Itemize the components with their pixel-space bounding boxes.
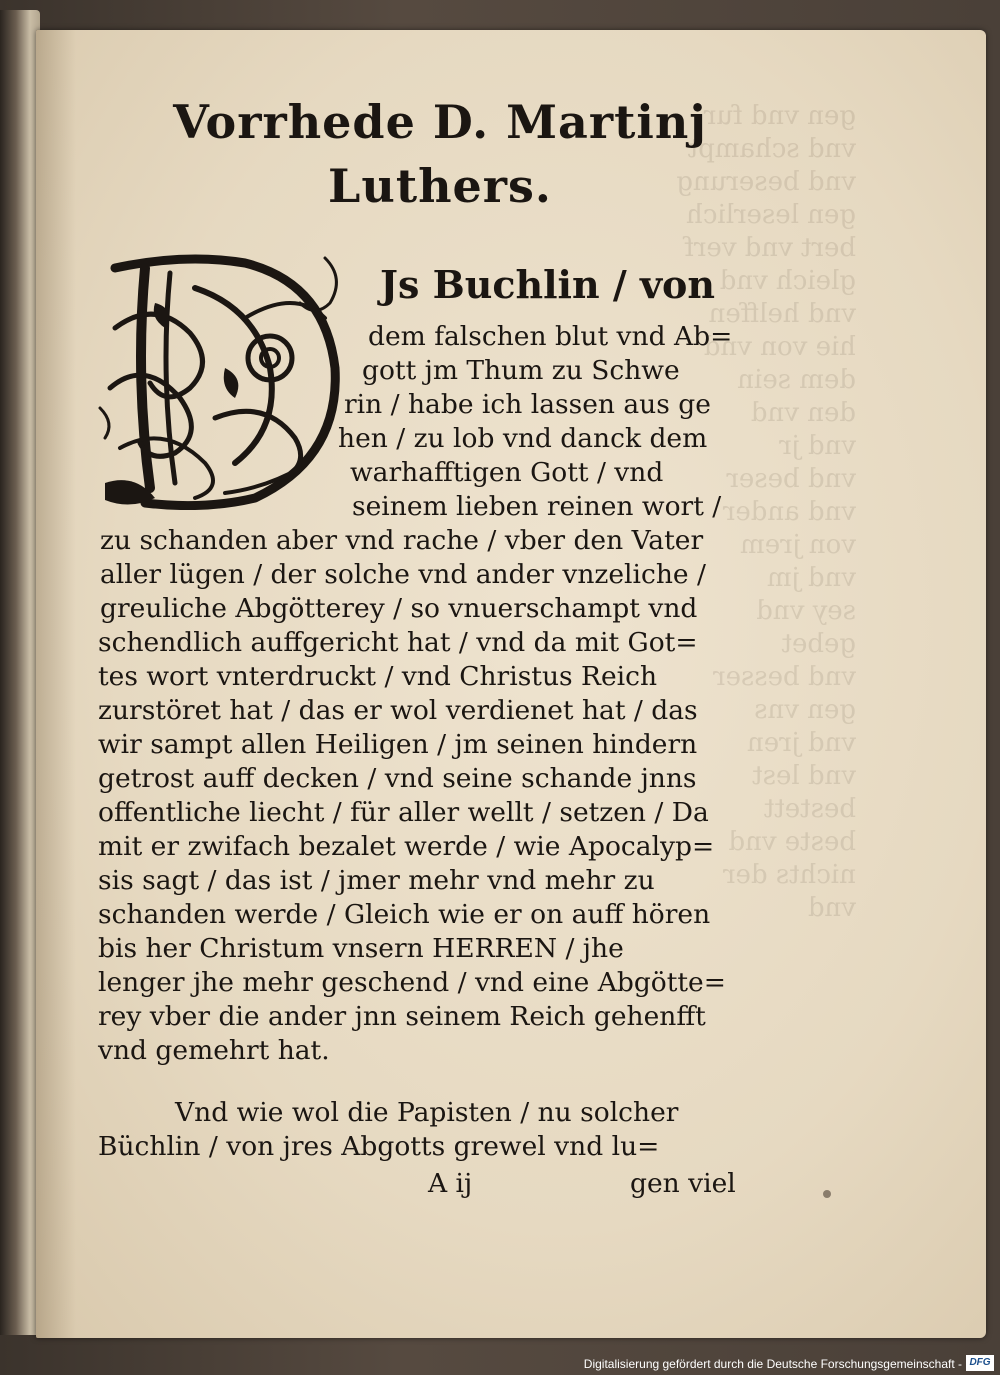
credit-bar	[0, 1352, 1000, 1375]
paper-spot	[823, 1190, 831, 1198]
previous-page-edge	[0, 10, 40, 1335]
text-line: dem falschen blut vnd Ab=	[368, 321, 733, 352]
text-line: mit er zwifach bezalet werde / wie Apocalyp=	[98, 831, 715, 862]
credit-text: Digitalisierung gefördert durch die Deutsche Forschungsgemeinschaft -	[583, 1357, 962, 1371]
decorated-initial-letter	[95, 248, 357, 510]
heading-line-1: Vorrhede D. Martinj	[173, 95, 707, 149]
catchword: gen viel	[630, 1168, 736, 1199]
show-through-text: gen vnd fur vnd schampt vnd beserung gen leserlich bert vnd verf gleich vnd vnd helffen hie von vnd dem sein den vnd vnd jr vnd beser vnd ander von jrem vnd jm sey vnd gebet vnd besser gen vns vnd jren vnd lest bestett beste vnd nichts der vnd	[676, 101, 856, 923]
text-line: Büchlin / von jres Abgotts grewel vnd lu=	[98, 1131, 660, 1162]
dfg-logo-icon: DFG	[966, 1355, 994, 1371]
heading-line-2: Luthers.	[328, 159, 552, 213]
text-line: bis her Christum vnsern HERREN / jhe	[98, 933, 624, 964]
signature-mark: A ij	[428, 1168, 473, 1199]
text-line: schanden werde / Gleich wie er on auff hören	[98, 899, 711, 930]
text-line: rey vber die ander jnn seinem Reich gehenfft	[98, 1001, 706, 1032]
page-heading	[100, 90, 780, 218]
text-line: greuliche Abgötterey / so vnuerschampt vnd	[100, 593, 698, 624]
text-line: Vnd wie wol die Papisten / nu solcher	[175, 1097, 679, 1128]
text-line: gott jm Thum zu Schwe	[362, 355, 680, 386]
text-line: zurstöret hat / das er wol verdienet hat / das	[98, 695, 698, 726]
text-line: aller lügen / der solche vnd ander vnzeliche /	[100, 559, 706, 590]
text-line: seinem lieben reinen wort /	[352, 491, 722, 522]
text-line: warhafftigen Gott / vnd	[350, 457, 664, 488]
text-line: sis sagt / das ist / jmer mehr vnd mehr zu	[98, 865, 655, 896]
text-line: wir sampt allen Heiligen / jm seinen hindern	[98, 729, 698, 760]
text-line: lenger jhe mehr geschend / vnd eine Abgötte=	[98, 967, 726, 998]
text-line: schendlich auffgericht hat / vnd da mit Got=	[98, 627, 698, 658]
text-line: getrost auff decken / vnd seine schande jnns	[98, 763, 697, 794]
text-line: Js Buchlin / von	[380, 262, 716, 307]
text-line: offentliche liecht / für aller wellt / setzen / Da	[98, 797, 709, 828]
text-line: rin / habe ich lassen aus ge	[344, 389, 711, 420]
text-line: vnd gemehrt hat.	[98, 1035, 330, 1066]
text-line: tes wort vnterdruckt / vnd Christus Reich	[98, 661, 658, 692]
text-line: zu schanden aber vnd rache / vber den Vater	[100, 525, 704, 556]
text-line: hen / zu lob vnd danck dem	[338, 423, 708, 454]
